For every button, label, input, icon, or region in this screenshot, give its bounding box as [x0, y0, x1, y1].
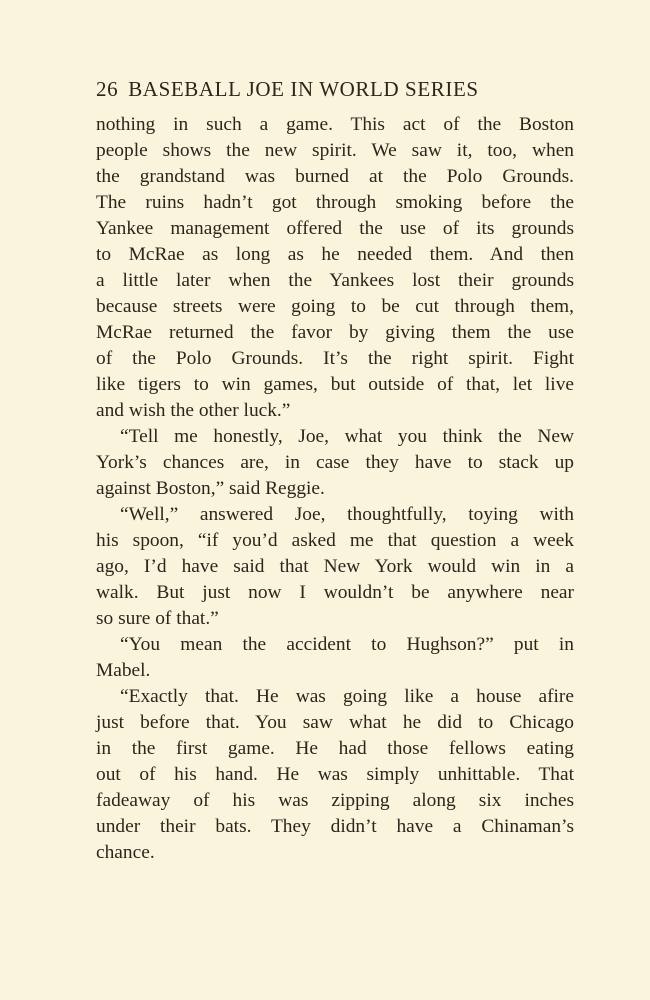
text-line: ago, I’d have said that New York would win in a: [96, 556, 574, 577]
text-line: against Boston,” said Reggie.: [96, 478, 325, 499]
text-line: people shows the new spirit. We saw it, too, when: [96, 140, 574, 161]
text-line: chance.: [96, 842, 155, 863]
text-line: out of his hand. He was simply unhittable. That: [96, 764, 574, 785]
text-line: “You mean the accident to Hughson?” put in: [120, 634, 574, 655]
body-text: [96, 112, 574, 866]
text-line: McRae returned the favor by giving them the use: [96, 322, 574, 343]
text-line: just before that. You saw what he did to Chicago: [96, 712, 574, 733]
text-line: “Tell me honestly, Joe, what you think the New: [120, 426, 574, 447]
text-line: York’s chances are, in case they have to stack up: [96, 452, 574, 473]
text-line: under their bats. They didn’t have a Chinaman’s: [96, 816, 574, 837]
text-line: a little later when the Yankees lost their grounds: [96, 270, 574, 291]
text-line: the grandstand was burned at the Polo Grounds.: [96, 166, 574, 187]
text-line: nothing in such a game. This act of the Boston: [96, 114, 574, 135]
text-line: his spoon, “if you’d asked me that question a week: [96, 530, 574, 551]
text-line: fadeaway of his was zipping along six inches: [96, 790, 574, 811]
page-number: 26: [96, 77, 119, 101]
text-line: and wish the other luck.”: [96, 400, 291, 421]
running-title: BASEBALL JOE IN WORLD SERIES: [128, 77, 479, 101]
text-line: “Well,” answered Joe, thoughtfully, toying with: [120, 504, 574, 525]
text-line: Yankee management offered the use of its grounds: [96, 218, 574, 239]
text-line: “Exactly that. He was going like a house afire: [120, 686, 574, 707]
text-line: walk. But just now I wouldn’t be anywhere near: [96, 582, 574, 603]
running-head: [96, 74, 576, 104]
text-line: so sure of that.”: [96, 608, 219, 629]
text-line: because streets were going to be cut through them,: [96, 296, 574, 317]
text-line: of the Polo Grounds. It’s the right spirit. Fight: [96, 348, 574, 369]
text-line: Mabel.: [96, 660, 151, 681]
text-line: like tigers to win games, but outside of that, let live: [96, 374, 574, 395]
text-line: to McRae as long as he needed them. And then: [96, 244, 574, 265]
text-line: The ruins hadn’t got through smoking before the: [96, 192, 574, 213]
text-line: in the first game. He had those fellows eating: [96, 738, 574, 759]
